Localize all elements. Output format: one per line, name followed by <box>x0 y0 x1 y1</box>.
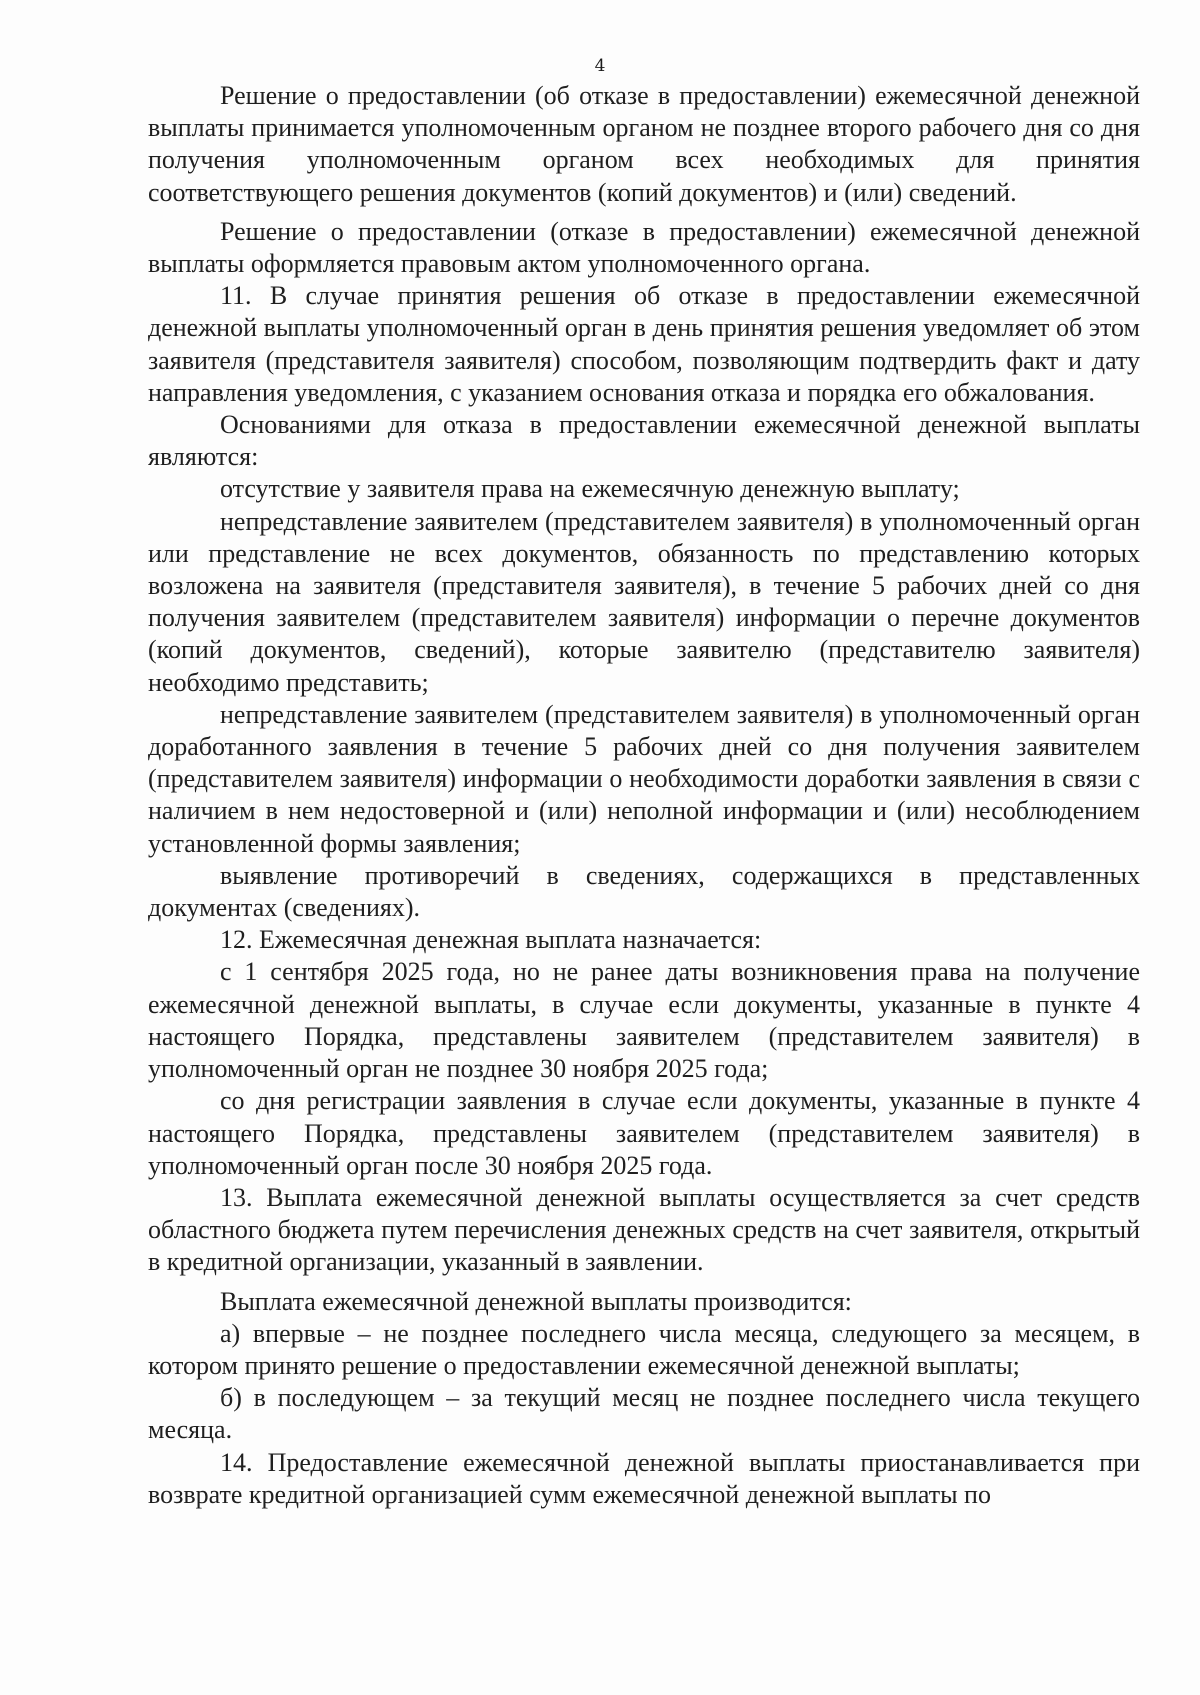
paragraph: с 1 сентября 2025 года, но не ранее даты возникновения права на получение ежемесячной денежной выплаты, в случае если документы, указанные в пункте 4 настоящего Порядка, представлены заявителем (представителем заявителя) в уполномоченный орган не позднее 30 ноября 2025 года; <box>148 957 1140 1084</box>
paragraph: Основаниями для отказа в предоставлении ежемесячной денежной выплаты являются: <box>148 410 1140 472</box>
paragraph: 11. В случае принятия решения об отказе в предоставлении ежемесячной денежной выплаты уполномоченный орган в день принятия решения уведомляет об этом заявителя (представителя заявителя) способом, позволяющим подтвердить факт и дату направления уведомления, с указанием основания отказа и порядка его обжалования. <box>148 281 1140 407</box>
paragraph: отсутствие у заявителя права на ежемесячную денежную выплату; <box>220 474 960 504</box>
paragraph: непредставление заявителем (представителем заявителя) в уполномоченный орган доработанного заявления в течение 5 рабочих дней со дня получения заявителем (представителем заявителя) информации о необходимости доработки заявления в связи с наличием в нем недостоверной и (или) неполной информации и (или) несоблюдением установленной формы заявления; <box>148 699 1140 858</box>
paragraph: непредставление заявителем (представителем заявителя) в уполномоченный орган или представление не всех документов, обязанность по представлению которых возложена на заявителя (представителя заявителя), в течение 5 рабочих дней со дня получения заявителем (представителем заявителя) информации о перечне документов (копий документов, сведений), которые заявителю (представителю заявителя) необходимо представить; <box>148 506 1140 697</box>
paragraph: 14. Предоставление ежемесячной денежной выплаты приостанавливается при возврате кредитной организацией сумм ежемесячной денежной выплаты по <box>148 1447 1140 1509</box>
paragraph: а) впервые – не позднее последнего числа месяца, следующего за месяцем, в котором принято решение о предоставлении ежемесячной денежной выплаты; <box>148 1318 1140 1380</box>
paragraph: Решение о предоставлении (отказе в предоставлении) ежемесячной денежной выплаты оформляется правовым актом уполномоченного органа. <box>148 216 1140 279</box>
page-number: 4 <box>594 56 606 76</box>
paragraph: Выплата ежемесячной денежной выплаты производится: <box>220 1286 852 1316</box>
paragraph: со дня регистрации заявления в случае если документы, указанные в пункте 4 настоящего Порядка, представлены заявителем (представителем заявителя) в уполномоченный орган после 30 ноября 2025 года. <box>148 1086 1140 1180</box>
paragraph: 13. Выплата ежемесячной денежной выплаты осуществляется за счет средств областного бюджета путем перечисления денежных средств на счет заявителя, открытый в кредитной организации, указанный в заявлении. <box>148 1182 1140 1277</box>
document-body <box>148 80 1140 1511</box>
paragraph: выявление противоречий в сведениях, содержащихся в представленных документах (сведениях). <box>148 860 1140 923</box>
paragraph: 12. Ежемесячная денежная выплата назначается: <box>220 925 762 955</box>
paragraph: б) в последующем – за текущий месяц не позднее последнего числа текущего месяца. <box>148 1383 1140 1445</box>
paragraph: Решение о предоставлении (об отказе в предоставлении) ежемесячной денежной выплаты принимается уполномоченным органом не позднее второго рабочего дня со дня получения уполномоченным органом всех необходимых для принятия соответствующего решения документов (копий документов) и (или) сведений. <box>148 81 1140 207</box>
